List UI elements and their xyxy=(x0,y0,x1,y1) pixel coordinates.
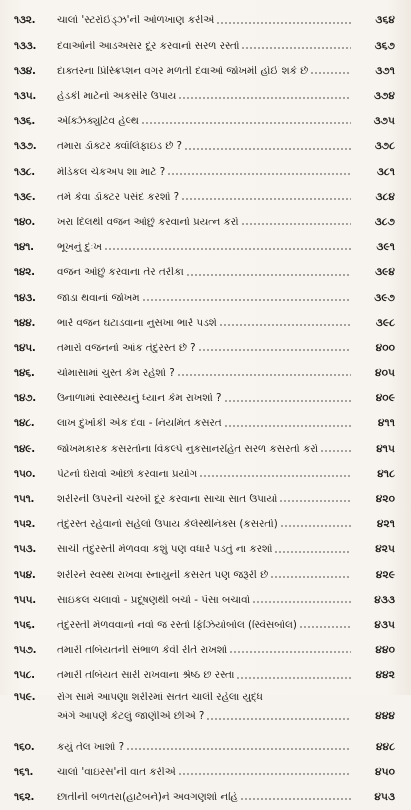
entry-title: પેટનો ઘેરાવો ઓછો કરવાના પ્રયોગ xyxy=(57,468,198,480)
entry-title: તમારો વજનનો આંક તંદુરસ્ત છે ? xyxy=(57,342,196,354)
entry-title: કયું તેલ ખાશો ? xyxy=(57,741,125,752)
entry-title: સાચી તંદુરસ્તી મેળવવા કશું પણ વધારે પડતું ના કરશો xyxy=(57,544,273,555)
toc-entry xyxy=(14,487,395,512)
entry-body xyxy=(57,267,353,277)
entry-body xyxy=(57,217,353,227)
dot-leader xyxy=(126,748,351,750)
entry-page-number: ૩૮૪ xyxy=(375,190,395,203)
dot-leader xyxy=(310,72,351,74)
dot-leader xyxy=(167,173,351,175)
entry-number: ૧૫૪. xyxy=(14,568,36,581)
toc-entry xyxy=(14,33,395,58)
entry-number: ૧૪૦. xyxy=(14,215,36,228)
entry-body xyxy=(57,570,353,580)
entry-title: જાડા થવાનાં જોખમ xyxy=(57,292,140,303)
entry-title: શરીરને સ્વસ્થ રાખવા સ્નાયુની કસરત પણ જરૂરી છે xyxy=(57,569,269,580)
entry-number: ૧૪૩. xyxy=(14,291,36,304)
toc-entry xyxy=(14,512,395,537)
entry-body xyxy=(57,620,353,630)
entry-title: તમે કેવા ડૉક્ટર પસંદ કરશો ? xyxy=(57,191,180,203)
entry-body xyxy=(57,242,353,252)
entry-page-number: ૪૪૮ xyxy=(375,740,395,753)
entry-body xyxy=(57,692,395,722)
entry-title-continuation: અંગે આપણે કેટલું જાણીએ છીએ ? xyxy=(57,711,205,722)
entry-body xyxy=(57,192,353,202)
entry-page-number: ૩૭૪ xyxy=(374,90,395,102)
entry-number: ૧૫૫. xyxy=(14,593,37,606)
entry-number: ૧૪૧. xyxy=(14,241,34,254)
entry-number: ૧૪૬. xyxy=(14,367,35,380)
entry-number: ૧૩૪. xyxy=(14,64,36,77)
entry-body xyxy=(57,15,353,25)
toc-entry xyxy=(14,134,395,159)
dot-leader xyxy=(186,274,351,276)
entry-number: ૧૪૭. xyxy=(14,392,37,405)
entry-title: એક્ઝિક્યુટિવ હેલ્થ xyxy=(57,116,139,127)
toc-entry xyxy=(14,759,395,784)
entry-page-number: ૪૧૫ xyxy=(376,442,395,455)
entry-page-number: ૪૧૧ xyxy=(377,417,395,430)
entry-number: ૧૩૬. xyxy=(14,115,36,128)
entry-page-number: ૩૯૮ xyxy=(375,316,395,329)
dot-leader xyxy=(198,349,351,351)
entry-body xyxy=(57,767,353,777)
entry-number: ૧૩૭. xyxy=(14,140,37,153)
entry-body xyxy=(57,494,353,504)
table-of-contents xyxy=(14,8,395,810)
entry-body xyxy=(57,519,353,529)
dot-leader xyxy=(216,22,351,24)
entry-body xyxy=(57,167,353,177)
entry-title: શરીરની ઉપરની ચરબી દૂર કરવાના સાચા સાત ઉપાયો xyxy=(57,494,278,505)
toc-entry xyxy=(14,109,395,134)
entry-title: તંદુરસ્ત રહેવાનો સહેલો ઉપાય કેલેસ્થેનિક્સ (કસરતો) xyxy=(57,519,278,530)
entry-page-number: ૩૯૪ xyxy=(375,266,395,279)
entry-number: ૧૪૯. xyxy=(14,442,36,455)
entry-title: મેડિકલ ચેકઅપ શા માટે ? xyxy=(57,166,166,177)
entry-number: ૧૬૧. xyxy=(14,765,34,778)
entry-page-number: ૪૪૦ xyxy=(375,644,395,657)
dot-leader xyxy=(184,148,351,150)
entry-number: ૧૫૩. xyxy=(14,543,37,556)
entry-page-number: ૪૨૦ xyxy=(375,493,395,505)
toc-entry xyxy=(14,784,395,809)
entry-number: ૧૩૫. xyxy=(14,90,37,102)
entry-title: લાખ દુખોંકી એક દવા - નિયમિત કસરત xyxy=(57,418,222,429)
toc-entry xyxy=(14,235,395,260)
entry-page-number: ૪૩૩ xyxy=(374,593,395,606)
dot-leader xyxy=(104,248,351,250)
entry-page-number: ૩૯૧ xyxy=(376,241,395,254)
dot-leader xyxy=(178,773,351,775)
entry-number: ૧૫૦. xyxy=(14,467,36,480)
toc-entry xyxy=(14,210,395,235)
dot-leader xyxy=(299,626,351,628)
dot-leader xyxy=(224,400,351,402)
toc-entry xyxy=(14,436,395,461)
dot-leader xyxy=(252,601,351,603)
toc-entry xyxy=(14,663,395,688)
entry-page-number: ૩૮૧ xyxy=(376,165,395,178)
toc-entry xyxy=(14,638,395,663)
entry-body xyxy=(57,91,353,101)
entry-page-number: ૪૧૮ xyxy=(377,467,395,480)
entry-page-number: ૪૩૫ xyxy=(374,618,395,631)
toc-entry xyxy=(14,562,395,587)
entry-number: ૧૩૯. xyxy=(14,190,36,203)
toc-entry xyxy=(14,84,395,109)
dot-leader xyxy=(280,525,351,527)
entry-title: જોખમકારક કસરતોના વિકલ્પે નુકસાનરહિત સરળ કસરતો કરો xyxy=(57,443,319,454)
entry-body xyxy=(57,141,353,151)
entry-body xyxy=(57,645,353,655)
entry-page-number: ૩૬૪ xyxy=(375,14,395,27)
entry-number: ૧૬૨. xyxy=(14,790,35,803)
entry-body xyxy=(57,116,353,126)
entry-page-number: ૪૪૨ xyxy=(375,669,395,682)
dot-leader xyxy=(241,223,351,225)
entry-title: સાઇકલ ચલાવો - પ્રદૂષણથી બચો - પૈસા બચાવો xyxy=(57,594,251,606)
dot-leader xyxy=(270,576,351,578)
entry-body xyxy=(57,66,353,76)
entry-number: ૧૪૫. xyxy=(14,341,36,354)
entry-body xyxy=(57,595,353,605)
entry-title: તમારી તબિયતની સંભાળ કેવી રીતે રાખશો xyxy=(57,645,228,656)
entry-page-number: ૩૭૧ xyxy=(375,64,395,77)
entry-number: ૧૪૮. xyxy=(14,417,35,430)
dot-leader xyxy=(240,798,351,800)
toc-entry xyxy=(14,184,395,209)
dot-leader xyxy=(206,718,351,720)
entry-title: હેડકી માટેનો અકસીર ઉપાય xyxy=(57,91,177,102)
entry-number: ૧૩૨. xyxy=(14,14,36,27)
entry-title: રોગ સામે આપણા શરીરમાં સતત ચાલી રહેલા યુદ્ધ xyxy=(57,692,263,703)
toc-entry xyxy=(14,58,395,83)
entry-title: તમારી તબિયત સારી રાખવાના શ્રેષ્ઠ છ રસ્તા xyxy=(57,670,235,681)
entry-number: ૧૩૩. xyxy=(14,39,37,52)
dot-leader xyxy=(274,551,351,553)
entry-page-number: ૪૦૦ xyxy=(375,341,395,354)
toc-entry xyxy=(14,734,395,759)
entry-title: વજન ઓછું કરવાના તેર તરીકા xyxy=(57,267,184,278)
dot-leader xyxy=(178,97,351,99)
dot-leader xyxy=(241,47,351,49)
entry-title: દાક્તરના પ્રિસ્ક્રિપ્શન વગર મળતી દવાઓ જોખમી હોઈ શકે છે xyxy=(57,65,309,77)
dot-leader xyxy=(219,324,351,326)
dot-leader xyxy=(181,198,351,200)
entry-title: ચાલો 'સ્ટરોઈડ્ઝ'ની ઓળખાણ કરીએ xyxy=(57,15,215,26)
toc-entry xyxy=(14,613,395,638)
entry-body xyxy=(57,293,353,303)
entry-title: તમારા ડૉક્ટર ક્વૉલિફાઇડ છે ? xyxy=(57,141,182,152)
toc-entry xyxy=(14,411,395,436)
entry-body xyxy=(57,41,353,51)
entry-body xyxy=(57,469,353,479)
toc-entry xyxy=(14,260,395,285)
toc-entry xyxy=(14,361,395,386)
entry-title-line-two xyxy=(57,711,395,721)
dot-leader xyxy=(142,299,351,301)
entry-number: ૧૫૨. xyxy=(14,518,36,531)
entry-page-number: ૪૫૩ xyxy=(374,790,395,803)
entry-page-number: ૪૨૯ xyxy=(375,568,395,581)
entry-title: ઉનાળામાં સ્વાસ્થ્યનું ધ્યાન કેમ રાખશો ? xyxy=(57,393,222,404)
entry-page-number: ૩૬૭ xyxy=(374,39,395,52)
entry-title: ભારે વજન ઘટાડવાના નુસખા ભારે પડશે xyxy=(57,317,217,328)
toc-entry xyxy=(14,587,395,612)
dot-leader xyxy=(229,651,351,653)
entry-body xyxy=(57,368,353,378)
dot-leader xyxy=(224,425,351,427)
toc-entry xyxy=(14,386,395,411)
toc-entry xyxy=(14,335,395,360)
entry-number: ૧૫૬. xyxy=(14,618,36,631)
entry-number: ૧૬૦. xyxy=(14,740,35,753)
entry-page-number: ૩૯૭ xyxy=(374,291,395,304)
toc-entry xyxy=(14,159,395,184)
entry-page-number: ૩૭૫ xyxy=(373,115,395,128)
entry-body xyxy=(57,318,353,328)
dot-leader xyxy=(177,374,351,376)
entry-page-number: ૪૫૦ xyxy=(375,765,395,778)
entry-page-number: ૩૮૭ xyxy=(374,215,395,228)
entry-number: ૧૫૭. xyxy=(14,644,37,657)
entry-number: ૧૪૨. xyxy=(14,266,35,279)
dot-leader xyxy=(279,500,351,502)
entry-title: તંદુરસ્તી મેળવવાનો નવો જ રસ્તો ફિઝિયોબોલ (સ્વિસબોલ) xyxy=(57,619,297,631)
toc-entry xyxy=(14,310,395,335)
entry-title-line-one xyxy=(57,692,395,702)
entry-number: ૧૫૧. xyxy=(14,493,35,505)
entry-number: ૧૪૪. xyxy=(14,316,36,329)
entry-title: ચોમાસામાં ચુસ્ત કેમ રહેશો ? xyxy=(57,368,175,379)
entry-body xyxy=(57,544,353,554)
dot-leader xyxy=(141,122,351,124)
entry-body xyxy=(57,343,353,353)
entry-page-number: ૩૭૮ xyxy=(374,140,395,153)
entry-page-number: ૪૪૪ xyxy=(375,710,395,723)
entry-page-number: ૪૦૯ xyxy=(375,392,395,405)
entry-title: ભૂખનું દુઃખ xyxy=(57,242,102,253)
entry-page-number: ૪૦૫ xyxy=(375,367,395,380)
entry-page-number: ૪૨૫ xyxy=(375,543,395,556)
toc-entry xyxy=(14,8,395,33)
entry-number: ૧૩૮. xyxy=(14,165,36,178)
dot-leader xyxy=(199,475,351,477)
toc-entry xyxy=(14,285,395,310)
dot-leader xyxy=(320,450,351,452)
entry-title: ખરા દિલથી વજન ઓછું કરવાનો પ્રયત્ન કરો xyxy=(57,216,239,228)
entry-body xyxy=(57,393,353,403)
entry-body xyxy=(57,418,353,428)
entry-body xyxy=(57,444,353,454)
entry-title: દવાઓની આડઅસર દૂર કરવાનો સરળ રસ્તો xyxy=(57,40,240,51)
dot-leader xyxy=(236,677,351,679)
entry-body xyxy=(57,792,353,802)
toc-entry xyxy=(14,461,395,486)
entry-number: ૧૫૯. xyxy=(14,691,36,704)
entry-body xyxy=(57,742,353,752)
toc-entry xyxy=(14,537,395,562)
entry-body xyxy=(57,670,353,680)
entry-title: છાતીની બળતરા(હાર્ટબર્ન)ને અવગણશો નહિ xyxy=(57,791,238,803)
entry-page-number: ૪૨૧ xyxy=(376,518,395,531)
entry-number: ૧૫૮. xyxy=(14,669,35,682)
entry-title: ચાલો 'વાઇરસ'ની વાત કરીએ xyxy=(57,766,176,777)
